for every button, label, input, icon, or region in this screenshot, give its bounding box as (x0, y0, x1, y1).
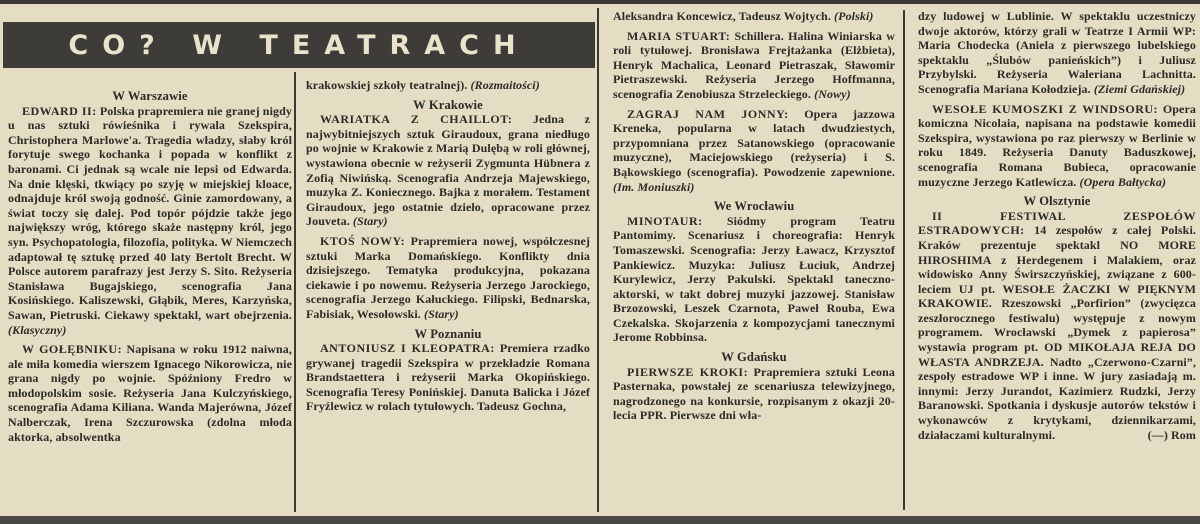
listing-entry (8, 342, 292, 444)
column-divider (294, 72, 296, 512)
bottom-border (0, 516, 1200, 524)
column-divider (903, 10, 905, 510)
play-title: EDWARD II: (22, 103, 97, 118)
play-title: WARIATKA Z CHAILLOT: (320, 112, 513, 127)
listing-text: Napisana w roku 1912 naiwna, ale miła komedia wierszem Ignacego Nikorowicza, nie grana nigdy po wojnie. Spóźniony Fredro w młodopolskim sosie. Reżyseria Jana Kulczyńskiego, scenografia Adama Kiliana. Wanda Majerówna, Józef Nalberczak, Irena Szczurowska (zdolna młoda aktorka, absolwentka (8, 342, 293, 444)
listing-continuation (613, 9, 895, 24)
theatre-name: (Polski) (834, 9, 874, 23)
theatre-name: (Klasyczny) (8, 322, 67, 337)
listing-text: Opera komiczna Nicolaia, napisana na podstawie komedii Szekspira, wystawiona po raz pierwszy w Berlinie w roku 1849. Reżyseria Danuty Baduszkowej, scenografia Romana Bubieca, opracowanie muzyczne Jerzego Katlewicza. (918, 101, 1196, 189)
play-title: ZAGRAJ NAM JONNY: (627, 106, 789, 121)
listing-continuation (918, 9, 1196, 97)
listing-entry (613, 107, 895, 195)
listing-entry (613, 365, 895, 423)
listing-entry (8, 104, 292, 338)
theatre-name: (Im. Moniuszki) (613, 179, 695, 194)
play-title: ANTONIUSZ I KLEOPATRA: (320, 341, 495, 356)
column-divider (597, 8, 599, 512)
play-title: MARIA STUART: (627, 28, 731, 43)
city-heading: We Wrocławiu (713, 199, 795, 214)
listing-entry (918, 102, 1196, 190)
listing-text: Premiera rzadko grywanej tragedii Szekspira w przekładzie Romana Brandstaettera i reżyserii Marka Okopińskiego. Scenografia Teresy Ponińskiej. Danuta Balicka i Józef Fryźlewicz w rolach tytułowych. Tadeusz Gochna, (306, 341, 591, 414)
section-title: CO? W TEATRACH (68, 29, 530, 61)
city-heading: W Poznaniu (414, 326, 482, 341)
play-title: W GOŁĘBNIKU: (22, 342, 123, 357)
column-4 (918, 9, 1196, 447)
city-heading: W Warszawie (112, 89, 188, 103)
column-2 (306, 78, 590, 419)
theatre-name: (Rozmaitości) (470, 78, 540, 92)
listing-text: 14 zespołów z całej Polski. Kraków prezentuje spektakl NO MORE HIROSHIMA z Herdegenem i Malakiem, oraz widowisko Anny Świrszczyńskiej, związane z 600-leciem UJ pt. WESOŁE ŻACZKI W PIĘKNYM KRAKOWIE. Rzeszowski „Porfirion” (zwycięzca zeszłorocznego festiwalu) występuje z nowym programem. Wrocławski „Dymek z papierosa” wystawia program pt. OD MIKOŁAJA REJA DO WŁASTA ANDRZEJA. Nadto „Czerwono-Czarni”, zespoły estradowe WP i inne. W jury zasiadają m. innymi: Jerzy Jurandot, Kazimierz Rudzki, Jerzy Baranowski. Spotkania i dyskusje autorów tekstów i wykonawców z krytykami, dziennikarzami, działaczami kulturalnymi. (918, 223, 1196, 442)
play-title: KTOŚ NOWY: (320, 233, 406, 248)
listing-entry (306, 112, 590, 229)
theatre-name: (Stary) (352, 214, 388, 229)
listing-entry (918, 209, 1196, 443)
section-masthead (3, 22, 595, 68)
top-border (0, 0, 1200, 4)
theatre-name: (Ziemi Gdańskiej) (1093, 81, 1186, 96)
listing-text: Prapremiera sztuki Leona Pasternaka, powstałej ze scenariusza telewizyjnego, nagrodzonego na konkursie, rozpisanym z okazji 20-lecia PPR. Pierwsze dni wła- (613, 364, 896, 423)
city-heading: W Olsztynie (1023, 194, 1091, 209)
listing-text: Polska prapremiera nie granej nigdy u nas sztuki rówieśnika i rywala Szekspira, Christophera Marlowe'a. Tragedia władzy, słaby król forytuje swego kochanka i popada w konflikt z baronami. Ci jednak są wcale nie lepsi od Edwarda. Na dnie klęski, tkwiący po szyję w miejskiej kloace, odnajduje król swoją godność. Ginie zamordowany, a świat toczy się dalej. Pod topór pójdzie także jego największy wróg, którego skaże następny król, jego syn. Psychopatologia, filozofia, polityka. W Niemczech adaptował tę sztukę przed 40 laty Bertolt Brecht. W Polsce autorem parafrazy jest Jerzy S. Sito. Reżyseria Stanisława Bugajskiego, scenografia Jana Kosińskiego. Kaliszewski, Głąbik, Meres, Karzyńska, Sawan, Pietruski. Ciekawy spektakl, wart obejrzenia. (8, 103, 292, 322)
play-title: II FESTIWAL ZESPOŁÓW ESTRADOWYCH: (918, 208, 1196, 238)
listing-entry (306, 341, 590, 414)
listing-text: krakowskiej szkoły teatralnej). (306, 78, 468, 92)
listing-continuation (306, 78, 590, 93)
listing-text: Prapremiera nowej, współczesnej sztuki Marka Domańskiego. Konflikty dnia dzisiejszego. Tematyka produkcyjna, pokazana ciekawie i po nowemu. Reżyseria Jerzego Jarockiego, scenografia Jerzego Kałuckiego. Filipski, Bednarska, Fabisiak, Wesołowski. (306, 233, 590, 321)
listing-text: Opera jazzowa Kreneka, popularna w latach dwudziestych, przypomniana przez Satanowskiego (opracowanie muzyczne), Maciejowskiego (reżyseria) i S. Bąkowskiego (scenografia). Powodzenie zapewnione. (613, 106, 895, 179)
theatre-name: (Opera Bałtycka) (1079, 174, 1167, 189)
listing-entry (613, 214, 895, 345)
play-title: MINOTAUR: (627, 213, 703, 228)
city-heading: W Krakowie (413, 97, 483, 112)
listing-text: Siódmy program Teatru Pantomimy. Scenariusz i choreografia: Henryk Tomaszewski. Scenografia: Jerzy Ławacz, Krzysztof Pankiewicz. Muzyka: Juliusz Łuciuk, Andrzej Kurylewicz, Jerzy Pakulski. Spektakl taneczno-aktorski, w takt dobrej muzyki jazzowej. Stanisław Brzozowski, Leszek Czarnota, Paweł Rouba, Ewa Czekalska. Skojarzenia z kompozycjami tanecznymi Jerome Robbinsa. (613, 213, 895, 345)
column-1 (8, 86, 292, 449)
play-title: WESOŁE KUMOSZKI Z WINDSORU: (932, 101, 1159, 116)
listing-text: Schillera. Halina Winiarska w roli tytułowej. Bronisława Frejtażanka (Elżbieta), Henryk Machalica, Leonard Pietraszak, Sławomir Pietraszewski. Reżyseria Jerzego Hoffmanna, scenografia Zenobiusza Strzeleckiego. (613, 28, 895, 101)
listing-entry (613, 29, 895, 102)
theatre-name: (Stary) (424, 306, 459, 321)
listing-text: Jedna z najwybitniejszych sztuk Giraudoux, grana niedługo po wojnie w Krakowie z Marią Dulębą w roli głównej, wystawiona obecnie w reżyserii Zygmunta Hübnera z Zofią Niwińską. Scenografia Andrzeja Majewskiego, muzyka Z. Koniecznego. Bajka z morałem. Testament Giraudoux, jego ostatnie dzieło, opracowane przez Jouveta. (306, 112, 590, 229)
play-title: PIERWSZE KROKI: (627, 364, 749, 379)
listing-text: Aleksandra Koncewicz, Tadeusz Wojtych. (613, 9, 831, 23)
author-signature: (—) Rom (1147, 427, 1196, 442)
city-heading: W Gdańsku (721, 350, 787, 365)
column-3 (613, 9, 895, 428)
listing-text: dzy ludowej w Lublinie. W spektaklu uczestniczy dwoje aktorów, którzy grali w Teatrze I Armii WP: Maria Chodecka (Aniela z pierwszego lubelskiego spektaklu „Ślubów panieńskich”) i Juliusz Przybylski. Reżyseria Waleriana Lachnitta. Scenografia Mariana Kołodzieja. (918, 9, 1196, 96)
listing-entry (306, 234, 590, 322)
theatre-name: (Nowy) (814, 86, 851, 101)
